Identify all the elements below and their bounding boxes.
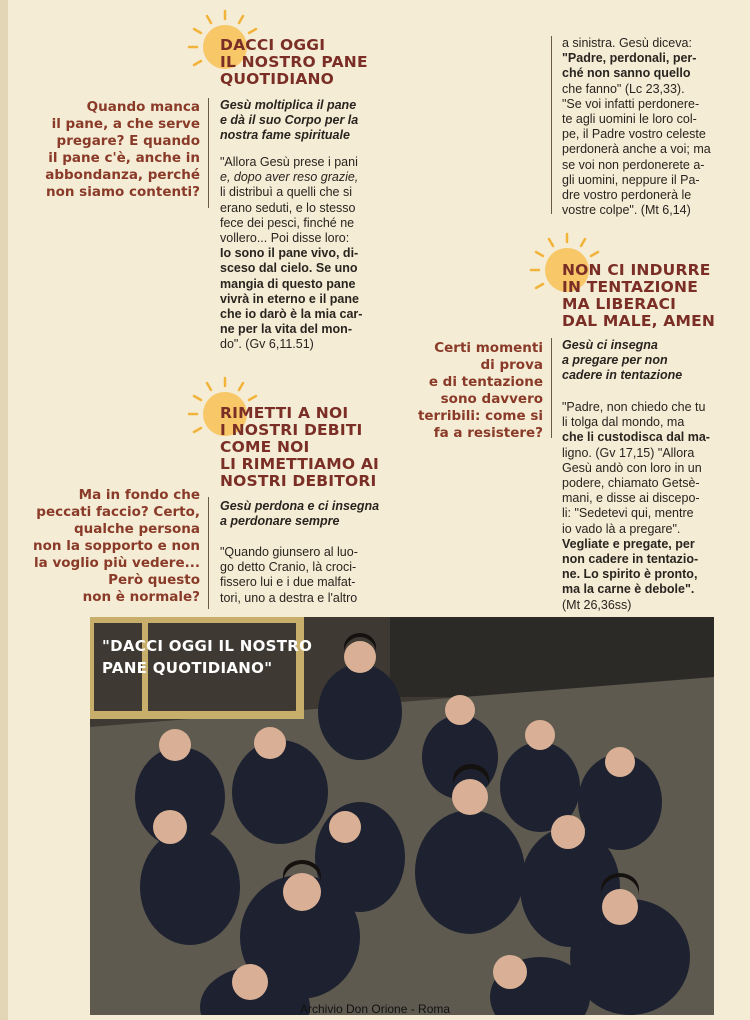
children-photo (90, 617, 714, 1015)
column-divider (208, 497, 209, 609)
heading-debiti: RIMETTI A NOI I NOSTRI DEBITI COME NOI LI RIMETTIAMO AI NOSTRI DEBITORI (220, 404, 379, 490)
question-tentazione: Certi momenti di prova e di tentazione sono davvero terribili: come si fa a resistere? (417, 340, 543, 441)
heading-pane: DACCI OGGI IL NOSTRO PANE QUOTIDIANO (220, 36, 368, 88)
body-continuation: a sinistra. Gesù diceva: "Padre, perdonali, per- ché non sanno quello che fanno" (Lc 23,33). "Se voi infatti perdonere- te agli uomini le loro col- pe, il Padre vostro celeste perdonerà anche a voi; ma se voi non perdonerete a- gli uomini, neppure il Pa- dre vostro perdonerà le vostre colpe". (Mt 6,14) (562, 36, 711, 218)
photo-caption: "DACCI OGGI IL NOSTRO PANE QUOTIDIANO" (102, 637, 313, 677)
body-tentazione: "Padre, non chiedo che tu li tolga dal mondo, ma che li custodisca dal ma- ligno. (Gv 17,15) "Allora Gesù andò con loro in un podere, chiamato Getsè- mani, e disse ai discepo- li: "Sedetevi qui, mentre io vado là a pregare". Vegliate e pregate, per non cadere in tentazio- ne. Lo spirito è pronto, ma la carne è debole". (Mt 26,36ss) (562, 400, 710, 612)
body-pane: "Allora Gesù prese i pani e, dopo aver reso grazie, li distribuì a quelli che si erano seduti, e lo stesso fece dei pesci, finché ne vollero... Poi disse loro: Io sono il pane vivo, di- sceso dal cielo. Se uno mangia di questo pane vivrà in eterno e il pane che io darò è la mia car- ne per la vita del mon- do". (Gv 6,11.51) (220, 155, 363, 352)
lead-pane: Gesù moltiplica il pane e dà il suo Corpo per la nostra fame spirituale (220, 98, 359, 142)
question-pane: Quando manca il pane, a che serve pregare? E quando il pane c'è, anche in abbondanza, perché non siamo contenti? (45, 99, 200, 200)
body-debiti: "Quando giunsero al luo- go detto Cranio, là croci- fissero lui e i due malfat- tori, uno a destra e l'altro (220, 545, 358, 605)
lead-debiti: Gesù perdona e ci insegna a perdonare sempre (220, 499, 380, 528)
column-divider (551, 338, 552, 438)
column-divider (208, 98, 209, 208)
heading-tentazione: NON CI INDURRE IN TENTAZIONE MA LIBERACI DAL MALE, AMEN (562, 261, 716, 330)
page-edge (0, 0, 8, 1020)
column-divider (551, 36, 552, 214)
question-debiti: Ma in fondo che peccati faccio? Certo, qualche persona non la sopporto e non la voglio più vedere... Però questo non è normale? (33, 487, 200, 605)
archive-credit: Archivio Don Orione - Roma (300, 1002, 451, 1016)
lead-tentazione: Gesù ci insegna a pregare per non cadere in tentazione (562, 338, 683, 382)
